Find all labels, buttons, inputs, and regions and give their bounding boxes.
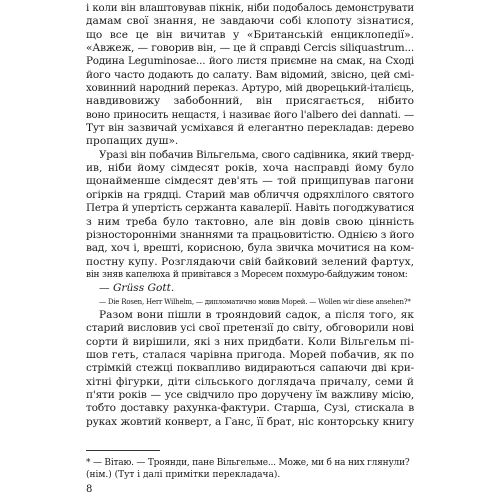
body-line: тобто доставку рахунка-фактури. Старша, Сузі, стискала в [86,402,414,415]
body-line: пропащих душ». [86,135,179,148]
body-line: воно приносить нещастя, і називає його l'albero dei dannati. — [86,109,414,121]
body-line: вад, хоч і, врешті, корисною, була звичка мочитися на ком- [86,242,414,255]
body-line: дамам свої знання, не завдаючи собі клопоту зізнатися, [86,15,414,28]
body-line: навдивовижу забобонний, він присягається, нібито [86,95,414,108]
body-line: його часто додають до салату. Вам відомий, звісно, цей смі- [86,68,414,81]
body-line: хітні фігурки, діти сільського доглядача причалу, семи й [86,375,414,388]
body-line: «Авжеж, — говорив він, — це й справді Cercis siliquastrum... [86,42,414,55]
body-line: Тут він зазвичай усміхався й елегантно перекладав: дерево [86,122,414,135]
body-line: з ним треба було тактовно, але він довів свою цінність [86,215,414,228]
body-line: що все це він вичитав у «Британській енциклопедії». [86,28,414,41]
footnote-line: (нім.) (Тут і далі примітки перекладача). [86,470,281,480]
body-line: Петра й упертість сержанта кавалерії. Навіть погоджуватися [86,202,415,215]
body-line: ив, ніби йому сімдесят років, хоча насправді йому було [86,162,414,175]
body-line: шов геть, сталася чарівна пригода. Морей побачив, як по [86,348,414,361]
dialogue-line: — Grüss Gott. [99,282,175,295]
body-line: щонайменше сімдесят дев'ять — той прищипував пагони [86,175,414,188]
page-number: 8 [86,484,93,495]
body-line: Разом вони пішли в трояндовий садок, а після того, як [99,308,414,321]
body-line: він зняв капелюха й привітався з Моресем похмуро-байдужим тоном: [86,269,408,280]
body-line: і коли він влаштовував пікнік, ніби подобалось демонструвати [86,3,414,14]
footnote [86,457,414,481]
body-line: сорти й вирішили, які з них придбати. Коли Вільгельм пі- [86,335,414,348]
footnote-divider [86,450,160,451]
body-line: різносторонніми знаннями та працьовитістю. Однією з його [86,228,414,241]
body-line: постну купу. Розглядаючи свій байковий зелений фартух, [86,255,414,268]
body-line: руках жовтий конверт, а Ганс, її брат, ніс конторську книгу [86,415,414,428]
body-text [86,2,414,429]
dialogue-line: — Die Rosen, Herr Wilhelm, — дипломатично мовив Морей. — Wollen wir diese ansehen?* [99,297,411,306]
body-line: огірків на грядці. Старий мав обличчя одряхлілого святого [86,188,414,201]
body-line: ховинний народний переказ. Артуро, мій дворецький-італієць, [86,83,414,95]
body-line: старий висловив усі свої претензії до світу, обговорили нові [86,322,414,335]
body-line: стрімкій стежці поквапливо видираються сапаючи дві кри- [86,362,414,375]
body-line: п'яти років — усе свідчило про доручену їм важливу місію, [86,388,414,401]
body-line: Родина Leguminosae... його листя приємне на смак, на Сході [86,55,414,68]
body-line: Уразі він побачив Вільгельма, свого садівника, який тверд- [99,148,415,161]
footnote-line: * — Вітаю. — Троянди, пане Вільгельме... Може, ми б на них глянули? [86,458,410,468]
